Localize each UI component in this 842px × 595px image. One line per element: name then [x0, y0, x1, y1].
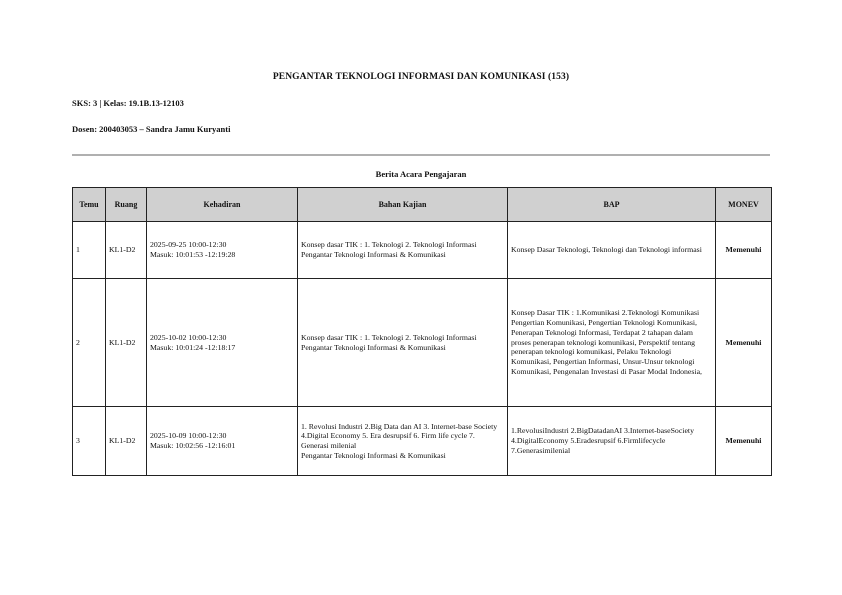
cell-kehadiran — [147, 222, 298, 279]
header-bahan-kajian: Bahan Kajian — [298, 188, 508, 222]
document-title: PENGANTAR TEKNOLOGI INFORMASI DAN KOMUNIKASI (153) — [272, 72, 570, 82]
header-temu: Temu — [73, 188, 106, 222]
cell-bahan-kajian — [298, 407, 508, 476]
header-kehadiran: Kehadiran — [147, 188, 298, 222]
cell-temu: 2 — [73, 279, 106, 407]
cell-bahan-kajian — [298, 222, 508, 279]
table-row — [73, 407, 772, 476]
cell-kehadiran — [147, 407, 298, 476]
bap-table — [72, 187, 772, 476]
cell-bap: Konsep Dasar TIK : 1.Komunikasi 2.Teknologi Komunikasi Pengertian Komunikasi, Pengertian Teknologi Komunikasi, Penerapan Teknologi Informasi, Terdapat 2 tahapan dalam proses penerapan teknologi komunikasi, Perspektif tentang penerapan teknologi komunikasi, Pelaku Teknologi Komunikasi, Pengertian Informasi, Unsur-Unsur teknologi Komunikasi, Pengenalan Investasi di Pasar Modal Indonesia, — [508, 279, 716, 407]
kehadiran-masuk: Masuk: 10:01:24 -12:18:17 — [150, 342, 236, 352]
cell-bahan-kajian — [298, 279, 508, 407]
table-header-row — [73, 188, 772, 222]
kehadiran-masuk: Masuk: 10:01:53 -12:19:28 — [150, 250, 236, 259]
kehadiran-jadwal: 2025-10-02 10:00-12:30 — [150, 332, 227, 342]
bahan-kajian-matakuliah: Pengantar Teknologi Informasi & Komunikasi — [301, 250, 446, 259]
bahan-kajian-matakuliah: Pengantar Teknologi Informasi & Komunikasi — [301, 450, 446, 460]
kehadiran-jadwal: 2025-10-09 10:00-12:30 — [150, 431, 227, 441]
cell-monev: Memenuhi — [716, 222, 772, 279]
header-ruang: Ruang — [106, 188, 147, 222]
cell-monev: Memenuhi — [716, 407, 772, 476]
section-caption: Berita Acara Pengajaran — [375, 169, 467, 179]
cell-temu: 1 — [73, 222, 106, 279]
bahan-kajian-topik: Konsep dasar TIK : 1. Teknologi 2. Teknologi Informasi — [301, 332, 477, 342]
cell-ruang: KL1-D2 — [106, 279, 147, 407]
kehadiran-masuk: Masuk: 10:02:56 -12:16:01 — [150, 441, 236, 450]
bahan-kajian-topik: 1. Revolusi Industri 2.Big Data dan AI 3. Internet-base Society 4.Digital Economy 5. Era desrupsif 6. Firm life cycle 7. Generasi milenial — [301, 421, 498, 450]
cell-ruang: KL1-D2 — [106, 407, 147, 476]
cell-bap: 1.RevolusiIndustri 2.BigDatadanAI 3.Internet-baseSociety 4.DigitalEconomy 5.Eradesrupsif 6.Firmlifecycle 7.Generasimilenial — [508, 407, 716, 476]
dosen-line: Dosen: 200403053 – Sandra Jamu Kuryanti — [72, 124, 231, 134]
kehadiran-jadwal: 2025-09-25 10:00-12:30 — [150, 240, 227, 250]
bahan-kajian-matakuliah: Pengantar Teknologi Informasi & Komunikasi — [301, 342, 446, 352]
table-row — [73, 222, 772, 279]
cell-monev: Memenuhi — [716, 279, 772, 407]
cell-ruang: KL1-D2 — [106, 222, 147, 279]
bahan-kajian-topik: Konsep dasar TIK : 1. Teknologi 2. Teknologi Informasi — [301, 240, 477, 250]
cell-bap: Konsep Dasar Teknologi, Teknologi dan Teknologi informasi — [508, 222, 716, 279]
divider — [72, 154, 770, 156]
cell-kehadiran — [147, 279, 298, 407]
header-bap: BAP — [508, 188, 716, 222]
sks-kelas-line: SKS: 3 | Kelas: 19.1B.13-12103 — [72, 98, 184, 108]
cell-temu: 3 — [73, 407, 106, 476]
header-monev: MONEV — [716, 188, 772, 222]
table-row — [73, 279, 772, 407]
